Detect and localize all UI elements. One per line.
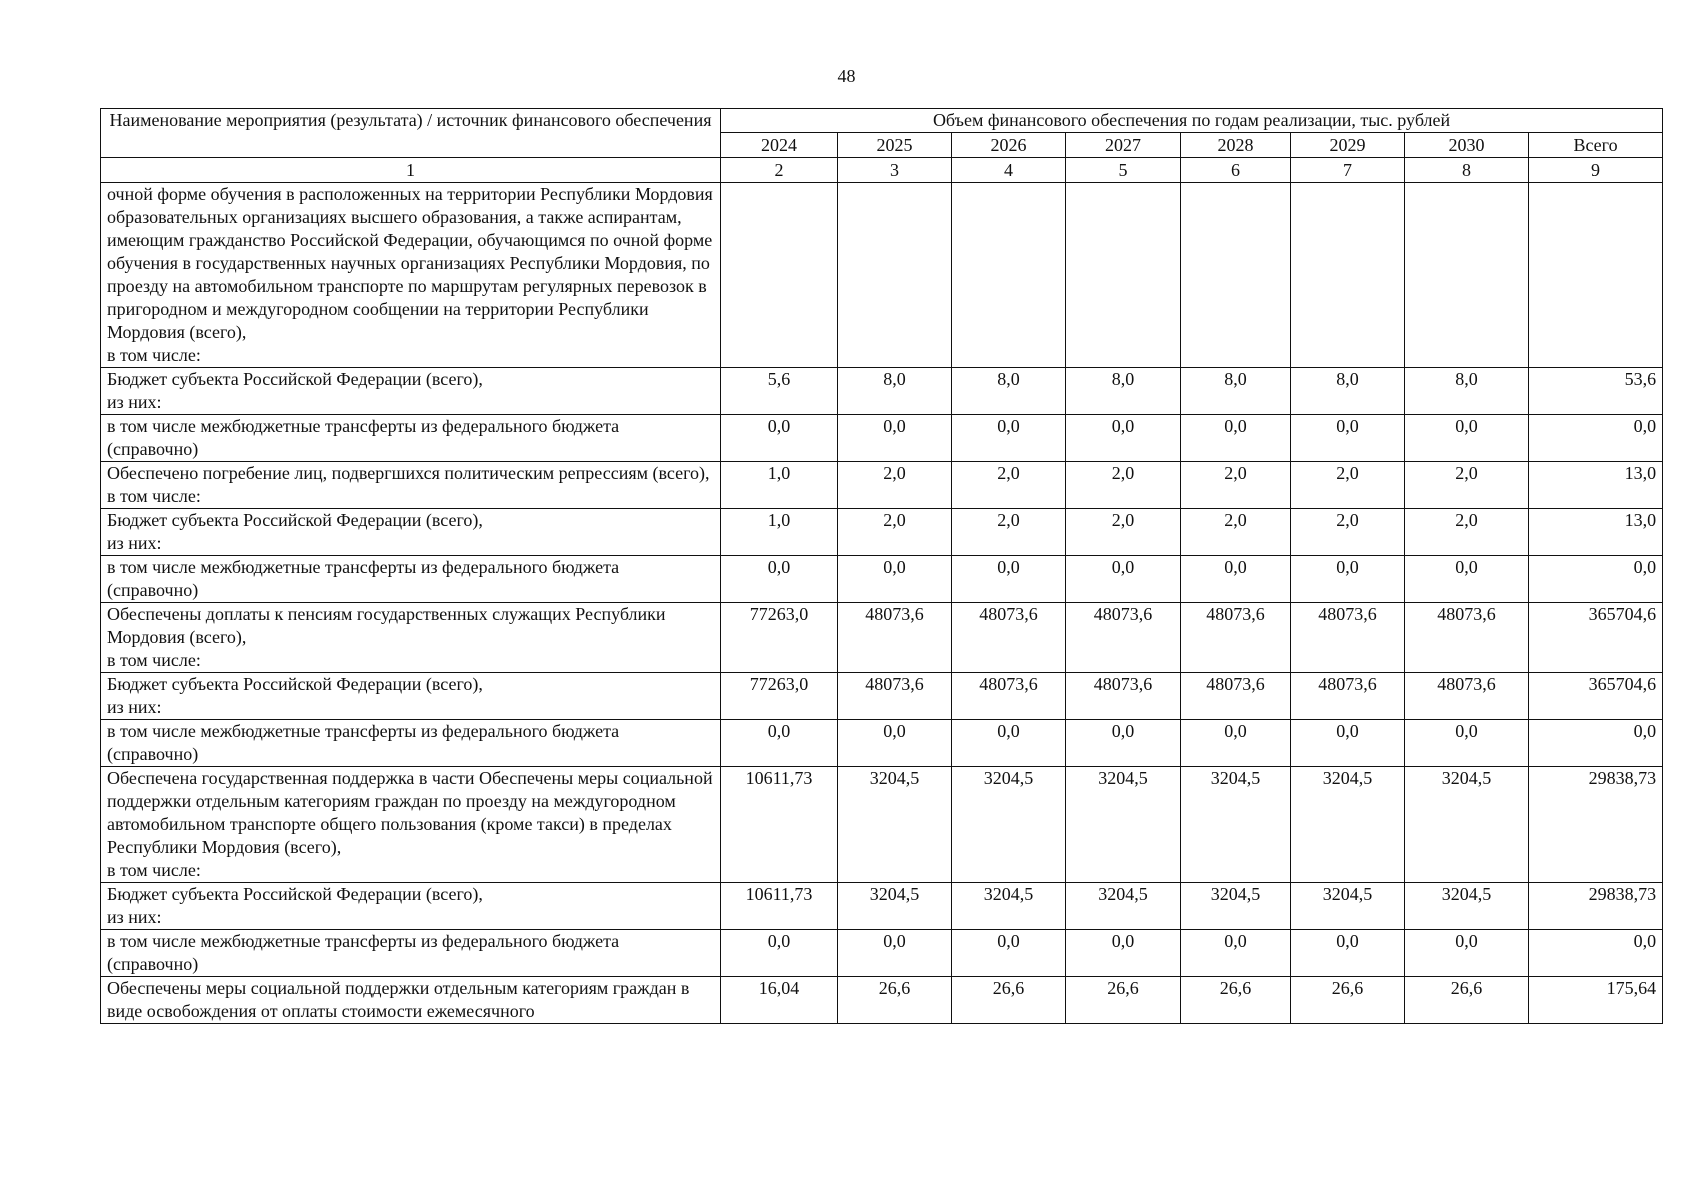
- value-cell: 0,0: [838, 556, 952, 603]
- value-cell: 2,0: [1181, 462, 1291, 509]
- value-cell: 3204,5: [1405, 883, 1529, 930]
- value-cell: 2,0: [952, 509, 1066, 556]
- value-cell: 0,0: [1529, 415, 1663, 462]
- value-cell: 8,0: [838, 368, 952, 415]
- table-row: [101, 183, 1663, 368]
- row-name-cell: Бюджет субъекта Российской Федерации (всего), из них:: [101, 368, 721, 415]
- value-cell: 3204,5: [952, 767, 1066, 883]
- value-cell: 16,04: [721, 977, 838, 1024]
- table-row: [101, 368, 1663, 415]
- row-name-cell: Обеспечены меры социальной поддержки отдельным категориям граждан в виде освобождения от оплаты стоимости ежемесячного: [101, 977, 721, 1024]
- column-number-cell: 8: [1405, 158, 1529, 183]
- value-cell: 48073,6: [1291, 673, 1405, 720]
- value-cell: 26,6: [1181, 977, 1291, 1024]
- row-name-cell: в том числе межбюджетные трансферты из федерального бюджета (справочно): [101, 930, 721, 977]
- value-cell: 2,0: [1066, 462, 1181, 509]
- value-cell: 2,0: [1405, 509, 1529, 556]
- row-name-cell: в том числе межбюджетные трансферты из федерального бюджета (справочно): [101, 720, 721, 767]
- value-cell: [838, 183, 952, 368]
- value-cell: 8,0: [1405, 368, 1529, 415]
- row-name-cell: в том числе межбюджетные трансферты из федерального бюджета (справочно): [101, 556, 721, 603]
- value-cell: 48073,6: [952, 603, 1066, 673]
- column-number-cell: 6: [1181, 158, 1291, 183]
- value-cell: 0,0: [1405, 930, 1529, 977]
- value-cell: 0,0: [1291, 415, 1405, 462]
- value-cell: 13,0: [1529, 509, 1663, 556]
- column-number-cell: 9: [1529, 158, 1663, 183]
- value-cell: 0,0: [838, 930, 952, 977]
- value-cell: [1291, 183, 1405, 368]
- row-name-cell: очной форме обучения в расположенных на территории Республики Мордовия образовательных организациях высшего образования, а также аспирантам, имеющим гражданство Российской Федерации, обучающимся по очной форме обучения в государственных научных организациях Республики Мордовия, по проезду на автомобильном транспорте по маршрутам регулярных перевозок в пригородном и междугородном сообщении на территории Республики Мордовия (всего), в том числе:: [101, 183, 721, 368]
- value-cell: 10611,73: [721, 767, 838, 883]
- value-cell: 0,0: [1405, 720, 1529, 767]
- value-cell: 0,0: [721, 556, 838, 603]
- value-cell: 0,0: [721, 930, 838, 977]
- value-cell: [1066, 183, 1181, 368]
- value-cell: 0,0: [1291, 556, 1405, 603]
- value-cell: 0,0: [1181, 415, 1291, 462]
- table-row: [101, 720, 1663, 767]
- value-cell: 0,0: [1529, 556, 1663, 603]
- value-cell: [952, 183, 1066, 368]
- header-column-numbers-row: [101, 158, 1663, 183]
- value-cell: 0,0: [1066, 556, 1181, 603]
- value-cell: 0,0: [952, 720, 1066, 767]
- row-name-cell: Бюджет субъекта Российской Федерации (всего), из них:: [101, 673, 721, 720]
- header-funding-group: Объем финансового обеспечения по годам реализации, тыс. рублей: [721, 109, 1663, 133]
- value-cell: 0,0: [721, 720, 838, 767]
- header-year-cell: 2025: [838, 133, 952, 158]
- row-name-cell: Бюджет субъекта Российской Федерации (всего), из них:: [101, 883, 721, 930]
- value-cell: 175,64: [1529, 977, 1663, 1024]
- budget-table: [100, 108, 1663, 1024]
- table-row: [101, 462, 1663, 509]
- value-cell: 48073,6: [1181, 673, 1291, 720]
- value-cell: 48073,6: [1066, 673, 1181, 720]
- column-number-cell: 3: [838, 158, 952, 183]
- table-header: [101, 109, 1663, 183]
- value-cell: 0,0: [952, 415, 1066, 462]
- value-cell: 48073,6: [1291, 603, 1405, 673]
- value-cell: 1,0: [721, 509, 838, 556]
- value-cell: 26,6: [1066, 977, 1181, 1024]
- value-cell: 0,0: [952, 556, 1066, 603]
- row-name-cell: Обеспечено погребение лиц, подвергшихся политическим репрессиям (всего), в том числе:: [101, 462, 721, 509]
- row-name-cell: в том числе межбюджетные трансферты из федерального бюджета (справочно): [101, 415, 721, 462]
- page-number: 48: [837, 66, 856, 86]
- value-cell: 48073,6: [952, 673, 1066, 720]
- value-cell: 3204,5: [838, 767, 952, 883]
- table-row: [101, 977, 1663, 1024]
- row-name-cell: Обеспечена государственная поддержка в части Обеспечены меры социальной поддержки отдельным категориям граждан по проезду на междугородном автомобильном транспорте общего пользования (кроме такси) в пределах Республики Мордовия (всего), в том числе:: [101, 767, 721, 883]
- value-cell: 0,0: [952, 930, 1066, 977]
- value-cell: 2,0: [1291, 462, 1405, 509]
- table-body: [101, 183, 1663, 1024]
- value-cell: 0,0: [1181, 556, 1291, 603]
- value-cell: 365704,6: [1529, 603, 1663, 673]
- table-row: [101, 556, 1663, 603]
- value-cell: 3204,5: [1066, 883, 1181, 930]
- value-cell: 48073,6: [1405, 603, 1529, 673]
- value-cell: 48073,6: [838, 673, 952, 720]
- value-cell: 0,0: [838, 720, 952, 767]
- value-cell: 5,6: [721, 368, 838, 415]
- value-cell: 3204,5: [1291, 883, 1405, 930]
- value-cell: 48073,6: [1405, 673, 1529, 720]
- value-cell: 0,0: [1291, 930, 1405, 977]
- value-cell: 2,0: [1066, 509, 1181, 556]
- value-cell: 53,6: [1529, 368, 1663, 415]
- header-year-cell: Всего: [1529, 133, 1663, 158]
- value-cell: 3204,5: [1405, 767, 1529, 883]
- value-cell: 0,0: [1529, 930, 1663, 977]
- table-row: [101, 603, 1663, 673]
- value-cell: 77263,0: [721, 673, 838, 720]
- header-year-cell: 2029: [1291, 133, 1405, 158]
- value-cell: 2,0: [838, 462, 952, 509]
- row-name-cell: Обеспечены доплаты к пенсиям государственных служащих Республики Мордовия (всего), в том числе:: [101, 603, 721, 673]
- value-cell: 26,6: [1291, 977, 1405, 1024]
- header-name-column: Наименование мероприятия (результата) / источник финансового обеспечения: [101, 109, 721, 158]
- value-cell: 3204,5: [1181, 883, 1291, 930]
- value-cell: 0,0: [1405, 415, 1529, 462]
- column-number-cell: 2: [721, 158, 838, 183]
- value-cell: [1181, 183, 1291, 368]
- header-year-cell: 2030: [1405, 133, 1529, 158]
- value-cell: 8,0: [952, 368, 1066, 415]
- value-cell: 0,0: [1066, 930, 1181, 977]
- column-number-cell: 5: [1066, 158, 1181, 183]
- value-cell: 8,0: [1181, 368, 1291, 415]
- table-row: [101, 767, 1663, 883]
- value-cell: 0,0: [1529, 720, 1663, 767]
- value-cell: 0,0: [1405, 556, 1529, 603]
- value-cell: 2,0: [838, 509, 952, 556]
- value-cell: 2,0: [1291, 509, 1405, 556]
- value-cell: 48073,6: [838, 603, 952, 673]
- header-year-cell: 2027: [1066, 133, 1181, 158]
- value-cell: 365704,6: [1529, 673, 1663, 720]
- table-row: [101, 673, 1663, 720]
- header-year-cell: 2026: [952, 133, 1066, 158]
- value-cell: 0,0: [1181, 720, 1291, 767]
- value-cell: 3204,5: [1291, 767, 1405, 883]
- value-cell: 0,0: [1181, 930, 1291, 977]
- value-cell: [1529, 183, 1663, 368]
- value-cell: 0,0: [721, 415, 838, 462]
- table-row: [101, 883, 1663, 930]
- value-cell: 0,0: [1066, 720, 1181, 767]
- value-cell: 0,0: [1066, 415, 1181, 462]
- value-cell: 0,0: [1291, 720, 1405, 767]
- value-cell: 1,0: [721, 462, 838, 509]
- value-cell: [1405, 183, 1529, 368]
- value-cell: 29838,73: [1529, 883, 1663, 930]
- value-cell: 3204,5: [1066, 767, 1181, 883]
- table-row: [101, 509, 1663, 556]
- column-number-cell: 1: [101, 158, 721, 183]
- value-cell: 48073,6: [1181, 603, 1291, 673]
- value-cell: 77263,0: [721, 603, 838, 673]
- value-cell: 3204,5: [1181, 767, 1291, 883]
- value-cell: 26,6: [838, 977, 952, 1024]
- value-cell: 8,0: [1066, 368, 1181, 415]
- value-cell: 2,0: [952, 462, 1066, 509]
- table-row: [101, 930, 1663, 977]
- value-cell: 48073,6: [1066, 603, 1181, 673]
- column-number-cell: 4: [952, 158, 1066, 183]
- value-cell: 3204,5: [838, 883, 952, 930]
- value-cell: 13,0: [1529, 462, 1663, 509]
- value-cell: 0,0: [838, 415, 952, 462]
- value-cell: 10611,73: [721, 883, 838, 930]
- value-cell: 29838,73: [1529, 767, 1663, 883]
- column-number-cell: 7: [1291, 158, 1405, 183]
- row-name-cell: Бюджет субъекта Российской Федерации (всего), из них:: [101, 509, 721, 556]
- value-cell: 26,6: [1405, 977, 1529, 1024]
- table-row: [101, 415, 1663, 462]
- header-year-cell: 2024: [721, 133, 838, 158]
- value-cell: 2,0: [1405, 462, 1529, 509]
- value-cell: 8,0: [1291, 368, 1405, 415]
- value-cell: 2,0: [1181, 509, 1291, 556]
- header-year-cell: 2028: [1181, 133, 1291, 158]
- value-cell: 3204,5: [952, 883, 1066, 930]
- value-cell: 26,6: [952, 977, 1066, 1024]
- value-cell: [721, 183, 838, 368]
